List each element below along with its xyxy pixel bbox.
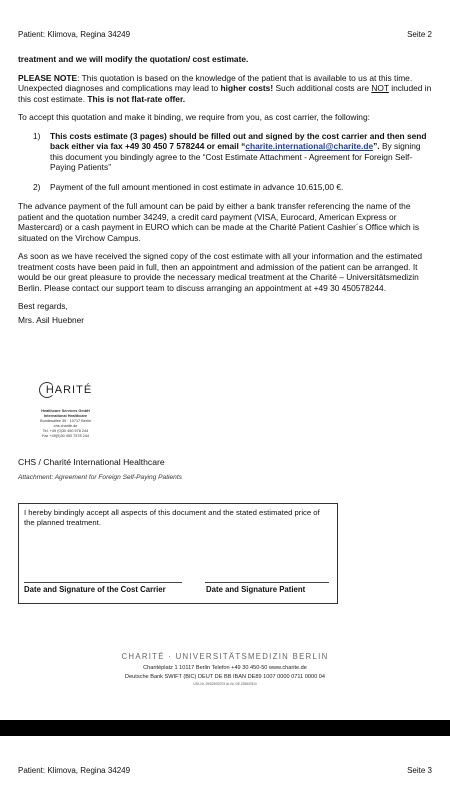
acceptance-text: I hereby bindingly accept all aspects of this document and the stated estimated price of the planned treatment. — [24, 508, 320, 527]
note-paragraph — [18, 73, 432, 105]
note-text-1: : This quotation is based on the knowledge of the patient that is available to us at this time. Unexpected diagnoses and complications may lead to — [18, 72, 413, 93]
item-number: 1) — [33, 130, 41, 141]
item-bold-end: ”. — [373, 141, 380, 151]
advance-payment-paragraph: The advance payment of the full amount can be paid by either a bank transfer referencing the name of the patient and the quotation number 34249, a credit card payment (VISA, Eurocard, American Express or Mastercard) or a cash payment in EURO which can be made at the Charité Patient Cashier´s Office which is situated on the Virchow Campus. — [18, 201, 420, 243]
item-number: 2) — [33, 181, 41, 192]
requirements-list — [33, 131, 432, 193]
logo-line: Bundesallee 39 · 10717 Berlin — [40, 418, 91, 423]
logo-line: Fax +49(0)30 450 7578 244 — [42, 433, 89, 438]
item-text — [50, 131, 432, 173]
accept-intro: To accept this quotation and make it binding, we require from you, as cost carrier, the following: — [18, 112, 370, 122]
attachment-note: Attachment: Agreement for Foreign Self-Paying Patients — [18, 474, 182, 481]
header-page-number: Seite 3 — [407, 766, 432, 775]
item-rest: By signing this document you bindingly agree to the “Cost Estimate Attachment - Agreement for Foreign Self-Paying Patients” — [50, 141, 421, 172]
footer-address: Charitéplatz 1 10117 Berlin Telefon +49 30 450-50 www.charite.de — [143, 665, 307, 671]
page-separator — [0, 720, 450, 736]
list-item — [33, 182, 432, 193]
logo-mark — [39, 382, 92, 398]
page-footer — [0, 652, 450, 686]
list-item — [33, 131, 432, 173]
document-page-3 — [0, 736, 450, 800]
header-patient: Patient: Klimova, Regina 34249 — [18, 30, 131, 39]
signature-line-cost-carrier[interactable] — [24, 582, 182, 583]
note-text-2: Such additional costs are — [273, 83, 372, 93]
charite-logo — [28, 382, 103, 439]
header-page-number: Seite 2 — [407, 30, 432, 39]
chs-title: CHS / Charité International Healthcare — [18, 457, 165, 467]
logo-name: HARITÉ — [45, 384, 93, 396]
item-text: Payment of the full amount mentioned in cost estimate in advance 10.615,00 €. — [50, 181, 344, 192]
note-text-3: included in this cost estimate. — [18, 83, 432, 104]
letter-body — [18, 54, 432, 333]
logo-address — [28, 409, 103, 439]
acceptance-box — [18, 503, 338, 604]
note-bold-1: higher costs! — [220, 83, 274, 93]
note-bold-2: This is not flat-rate offer. — [87, 93, 186, 104]
logo-line: chs.charite.de — [53, 423, 78, 428]
signer-name: Mrs. Asil Huebner — [18, 314, 85, 325]
regards: Best regards, — [18, 301, 68, 311]
footer-institution: CHARITÉ · UNIVERSITÄTSMEDIZIN BERLIN — [121, 652, 329, 661]
item-bold: This costs estimate (3 pages) should be filled out and signed by the cost carrier and then send back either via fax +49 30 450 7 578244 or email “ — [50, 130, 427, 151]
signature-line-patient[interactable] — [205, 582, 329, 583]
logo-line: Tel. +49 (0)30 450 578 244 — [42, 428, 89, 433]
intro-line: treatment and we will modify the quotation/ cost estimate. — [18, 54, 249, 64]
note-label: PLEASE NOTE — [18, 72, 78, 83]
footer-tax: USt.-Nr. 29/523/50703 Id.-Nr. DE 228847810 — [193, 682, 257, 686]
logo-line: Healthcare Services GmbH — [41, 409, 90, 413]
header-patient: Patient: Klimova, Regina 34249 — [18, 766, 131, 775]
page-header — [18, 766, 432, 775]
note-not: NOT — [371, 83, 389, 93]
footer-bank: Deutsche Bank SWIFT (BIC) DEUT DE BB IBAN DE89 1007 0000 0711 0000 04 — [125, 674, 325, 680]
page-header — [18, 30, 432, 39]
signature-label-patient: Date and Signature Patient — [206, 585, 306, 594]
received-paragraph: As soon as we have received the signed copy of the cost estimate with all your information and the estimated treatment costs have been paid in full, then an appointment and admission of the patient can be arranged. It would be our great pleasure to provide the necessary medical treatment at the Charité – Universitätsmedizin Berlin. Please contact our support team to discuss arranging an appointment at +49 30 450578244. — [18, 251, 423, 293]
logo-line: International Healthcare — [43, 413, 88, 418]
signature-label-cost-carrier: Date and Signature of the Cost Carrier — [24, 585, 166, 594]
email-link[interactable]: charite.international@charite.de — [245, 141, 374, 151]
